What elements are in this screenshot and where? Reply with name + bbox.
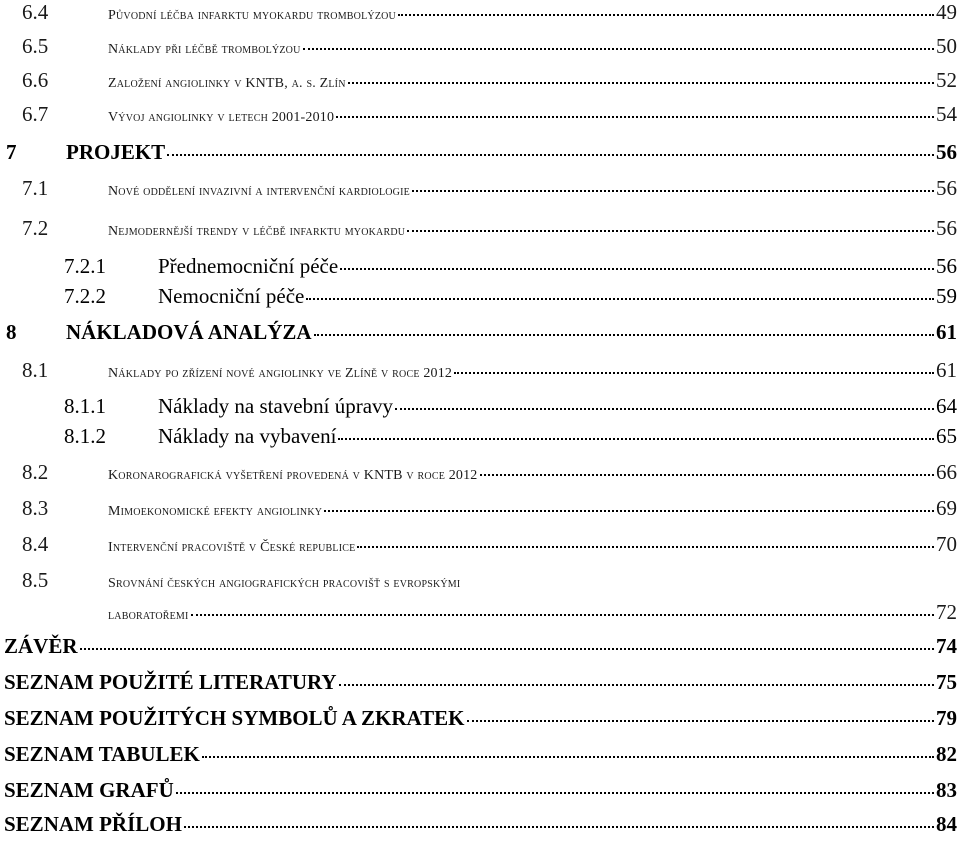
toc-entry-page: 61 [936,320,957,344]
toc-entry-number: 7.2.2 [64,284,106,308]
toc-entry-page: 70 [936,532,957,556]
toc-entry-page: 74 [936,634,957,658]
toc-entry-title: SEZNAM POUŽITÝCH SYMBOLŮ A ZKRATEK [4,706,465,730]
toc-entry-title: Nové oddělení invazivní a intervenční kardiologie [108,184,410,199]
toc-entry-number: 8.2 [22,460,49,484]
toc-entry-title: Založení angiolinky v KNTB, a. s. Zlín [108,76,346,91]
toc-entry[interactable] [0,286,960,316]
toc-entry-title: Náklady na stavební úpravy [158,394,394,418]
dot-leader [339,684,934,686]
dot-leader [324,510,934,512]
toc-entry-page: 65 [936,424,957,448]
toc-entry-number: 6.7 [22,102,49,126]
toc-entry-title: Mimoekonomické efekty angiolinky [108,504,323,519]
toc-entry[interactable] [0,218,960,248]
toc-entry[interactable] [0,814,960,844]
toc-entry-title: NÁKLADOVÁ ANALÝZA [66,320,312,344]
toc-entry[interactable] [0,322,960,352]
dot-leader [338,438,934,440]
toc-entry-page: 64 [936,394,957,418]
toc-entry-title: Náklady na vybavení [158,424,337,448]
toc-entry[interactable] [0,426,960,456]
toc-entry[interactable] [0,744,960,774]
toc-entry-number: 7.1 [22,176,49,200]
toc-entry-page: 50 [936,34,957,58]
dot-leader [407,230,934,232]
toc-entry[interactable] [0,360,960,390]
toc-entry-title: Náklady po zřízení nové angiolinky ve Zlíně v roce 2012 [108,366,453,381]
toc-entry[interactable] [0,672,960,702]
dot-leader [184,826,934,828]
toc-entry[interactable] [0,142,960,172]
toc-entry-title: Srovnání českých angiografických pracovišť s evropskými [108,576,461,591]
toc-entry-page: 75 [936,670,957,694]
toc-entry-number: 8.3 [22,496,49,520]
toc-entry-number: 7.2 [22,216,49,240]
toc-entry-page: 54 [936,102,957,126]
dot-leader [357,546,934,548]
toc-entry[interactable] [0,498,960,528]
toc-entry-title: ZÁVĚR [4,634,78,658]
toc-entry-page: 56 [936,254,957,278]
toc-entry-title: Intervenční pracoviště v České republice [108,540,356,555]
toc-entry-number: 8.1.2 [64,424,106,448]
dot-leader [167,154,934,156]
toc-entry-page: 59 [936,284,957,308]
toc-entry-page: 82 [936,742,957,766]
toc-entry-page: 66 [936,460,957,484]
toc-entry-title: SEZNAM GRAFŮ [4,778,174,802]
toc-entry[interactable] [0,36,960,66]
toc-entry[interactable] [0,2,960,32]
toc-entry-title: laboratořemi [108,608,189,623]
toc-entry-title: Koronarografická vyšetření provedená v KNTB v roce 2012 [108,468,478,483]
dot-leader [336,116,934,118]
toc-entry-page: 49 [936,0,957,24]
toc-entry-title: PROJEKT [66,140,166,164]
dot-leader [340,268,934,270]
dot-leader [314,334,934,336]
toc-entry-page: 56 [936,176,957,200]
toc-entry-page: 84 [936,812,957,836]
toc-entry-number: 8.4 [22,532,49,556]
dot-leader [467,720,934,722]
toc-entry[interactable] [0,396,960,426]
toc-entry-title: Náklady při léčbě trombolýzou [108,42,301,57]
toc-entry[interactable] [0,256,960,286]
toc-entry-page: 83 [936,778,957,802]
toc-entry-number: 7 [6,140,17,164]
toc-entry[interactable] [0,780,960,810]
toc-entry-title: SEZNAM PŘÍLOH [4,812,182,836]
toc-entry-number: 8.1.1 [64,394,106,418]
toc-entry-number: 8.1 [22,358,49,382]
toc-entry-page: 79 [936,706,957,730]
toc-entry-page: 61 [936,358,957,382]
dot-leader [202,756,934,758]
dot-leader [303,48,934,50]
toc-entry[interactable] [0,178,960,208]
toc-entry-page: 69 [936,496,957,520]
toc-entry[interactable] [0,636,960,666]
toc-entry-continuation[interactable] [0,602,960,632]
toc-entry[interactable] [0,104,960,134]
toc-entry-title: SEZNAM TABULEK [4,742,200,766]
dot-leader [191,614,934,616]
toc-entry[interactable] [0,534,960,564]
dot-leader [395,408,934,410]
toc-entry-number: 8.5 [22,568,49,592]
dot-leader [306,298,934,300]
toc-entry[interactable] [0,70,960,100]
dot-leader [480,474,934,476]
toc-entry-page: 56 [936,140,957,164]
toc-entry-page: 52 [936,68,957,92]
dot-leader [80,648,934,650]
toc-entry-title: Nejmodernější trendy v léčbě infarktu myokardu [108,224,406,239]
dot-leader [398,14,934,16]
toc-entry[interactable] [0,570,960,600]
dot-leader [348,82,934,84]
toc-entry-number: 6.6 [22,68,49,92]
toc-entry-page: 56 [936,216,957,240]
toc-entry[interactable] [0,462,960,492]
toc-entry-page: 72 [936,600,957,624]
toc-entry-number: 8 [6,320,17,344]
toc-entry-number: 7.2.1 [64,254,106,278]
dot-leader [412,190,934,192]
toc-entry-title: Nemocniční péče [158,284,305,308]
toc-entry-title: Přednemocniční péče [158,254,339,278]
dot-leader [454,372,934,374]
toc-entry-number: 6.5 [22,34,49,58]
toc-entry-title: SEZNAM POUŽITÉ LITERATURY [4,670,337,694]
toc-entry-number: 6.4 [22,0,49,24]
toc-entry-title: Vývoj angiolinky v letech 2001-2010 [108,110,335,125]
toc-entry[interactable] [0,708,960,738]
toc-entry-title: Původní léčba infarktu myokardu trombolýzou [108,8,396,23]
dot-leader [176,792,934,794]
